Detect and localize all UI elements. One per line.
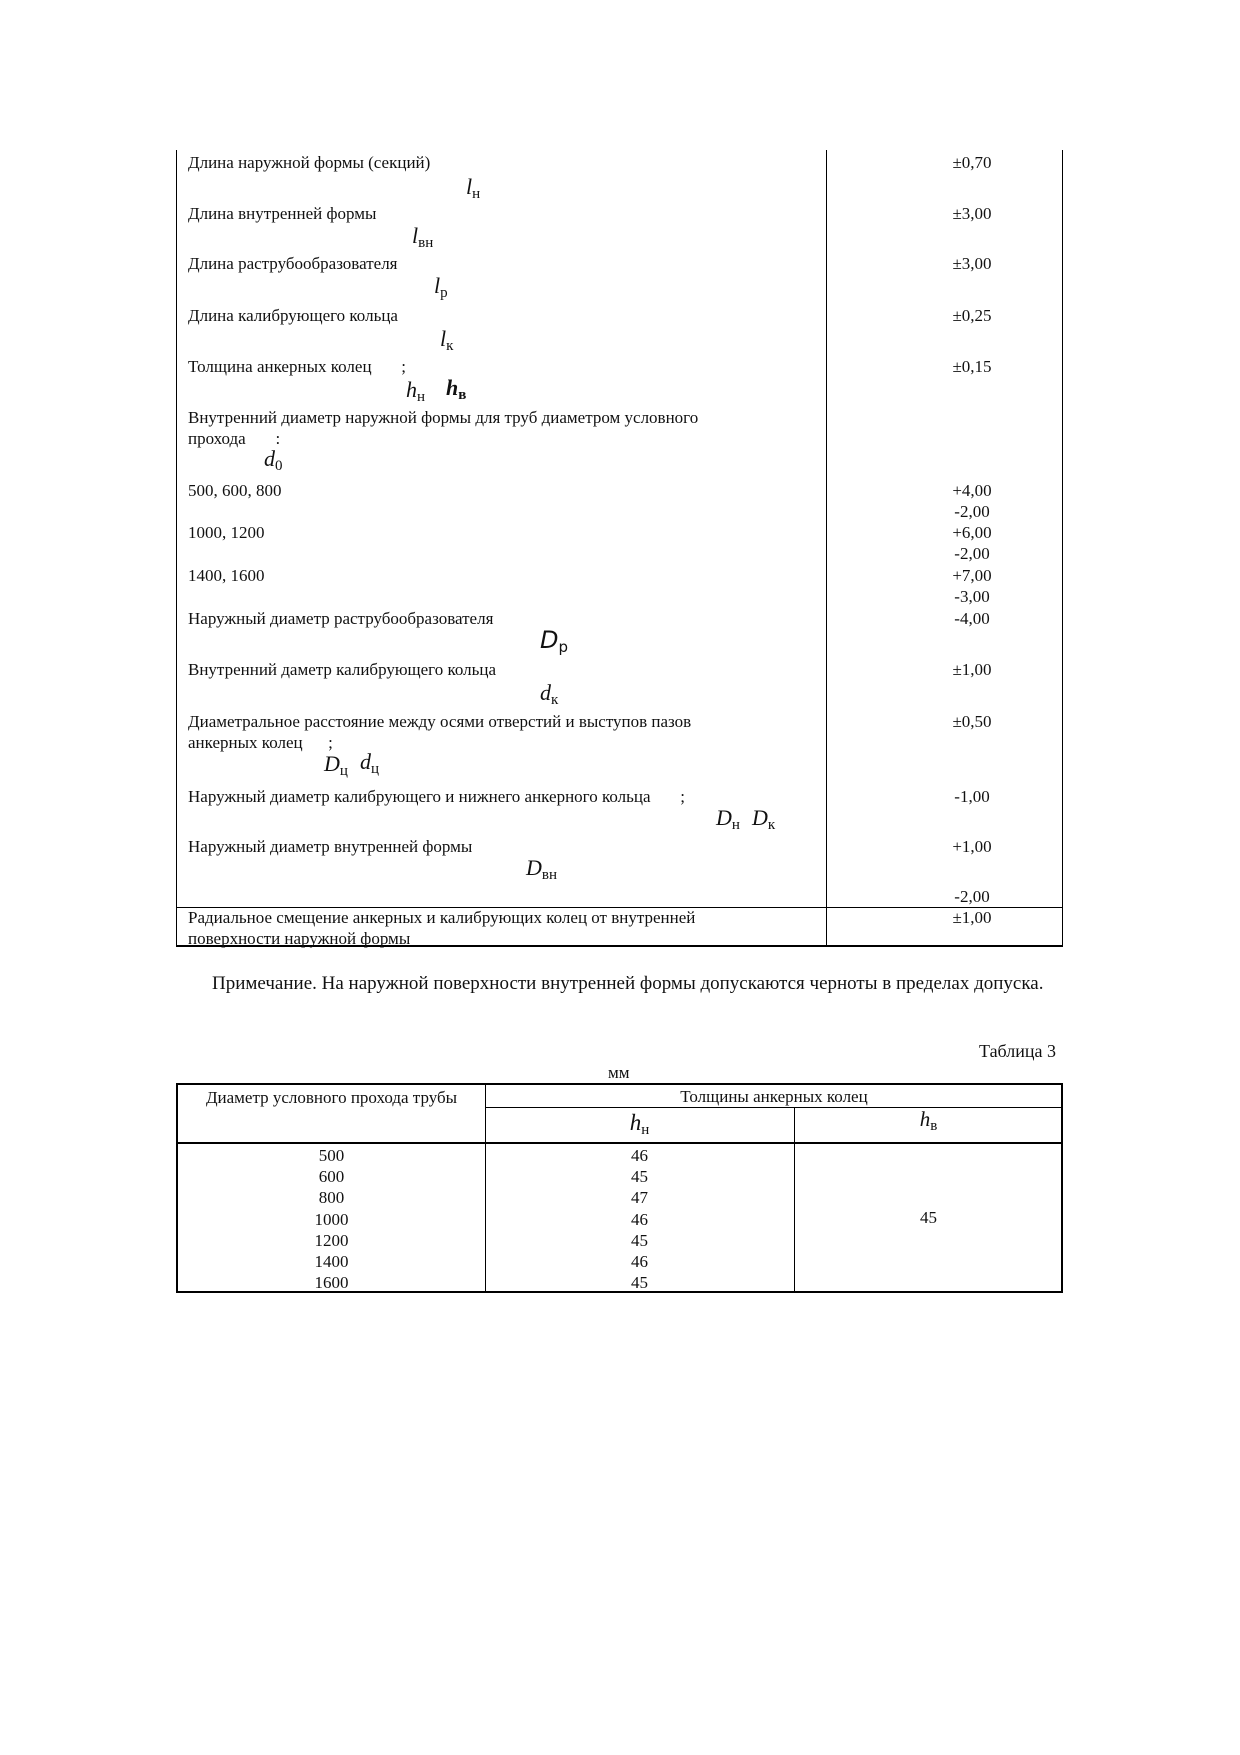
table-left-border <box>176 150 177 947</box>
symbol-d-k: $d_к$ <box>540 680 559 708</box>
row-label: Наружный диаметр раструбообразователя <box>188 609 494 628</box>
row-value: -4,00 <box>954 609 990 628</box>
row-label: Толщина анкерных колец ; <box>188 357 407 376</box>
row-label: 500, 600, 800 <box>188 481 282 500</box>
symbol-d-ts: $d_ц$ <box>360 749 380 777</box>
diameter-column: 500 600 800 1000 1200 1400 1600 <box>314 1146 349 1293</box>
row-label: Наружный диаметр калибрующего и нижнего анкерного кольца ; <box>188 787 685 806</box>
row-value-lower: -3,00 <box>954 587 990 606</box>
symbol-D-ts: $D_ц$ <box>324 751 348 779</box>
row-value: ±3,00 <box>952 254 992 273</box>
table-right-border <box>1062 150 1063 947</box>
symbol-D-k: $D_к$ <box>752 805 776 833</box>
table-caption: Таблица 3 <box>979 1041 1056 1061</box>
row-label-line1: Диаметральное расстояние между осями отверстий и выступов пазов <box>188 712 692 731</box>
symbol-l-n: $l_н$ <box>466 174 481 202</box>
units-label: мм <box>608 1063 630 1082</box>
header-diameter: Диаметр условного прохода трубы <box>205 1088 458 1107</box>
note-paragraph: Примечание. На наружной поверхности внутренней формы допускаются черноты в пределах допуска. <box>212 973 1044 994</box>
row-value: -1,00 <box>954 787 990 806</box>
hv-value: 45 <box>920 1208 937 1227</box>
anchor-ring-thickness-table <box>176 1083 1063 1293</box>
row-value-upper: +4,00 <box>952 481 992 500</box>
symbol-D-r: $D_р$ <box>540 626 569 656</box>
table-column-divider <box>826 150 827 947</box>
symbol-l-r: $l_р$ <box>434 273 448 301</box>
row-value-upper: +6,00 <box>952 523 992 542</box>
row-value: ±0,25 <box>952 306 992 325</box>
symbol-d-0: $d_0$ <box>264 446 283 474</box>
row-value-lower: -2,00 <box>954 544 990 563</box>
row-value: ±0,15 <box>952 357 992 376</box>
row-label: 1000, 1200 <box>188 523 265 542</box>
header-thickness-group: Толщины анкерных колец <box>680 1087 868 1106</box>
row-value: ±0,70 <box>952 153 992 172</box>
row-value: ±0,50 <box>952 712 992 731</box>
row-value-upper: +1,00 <box>952 837 992 856</box>
tolerance-table <box>176 150 1063 947</box>
symbol-l-vn: $l_{вн}$ <box>412 223 434 251</box>
row-label: Длина раструбообразователя <box>188 254 398 273</box>
row-value-lower: -2,00 <box>954 502 990 521</box>
header-h-n: $h_н$ <box>629 1110 650 1138</box>
header-h-v: $h_в$ <box>919 1107 938 1134</box>
symbol-h-n: $h_н$ <box>406 377 426 405</box>
row-label: Внутренний даметр калибрующего кольца <box>188 660 497 679</box>
row-label: 1400, 1600 <box>188 566 265 585</box>
row-label: Длина наружной формы (секций) <box>188 153 431 172</box>
hn-column: 46 45 47 46 45 46 45 <box>631 1146 648 1293</box>
row-label: Длина внутренней формы <box>188 204 377 223</box>
row-label: Наружный диаметр внутренней формы <box>188 837 473 856</box>
row-value: ±1,00 <box>952 908 992 927</box>
row-label-line2: прохода : <box>188 429 281 448</box>
row-label-line2: поверхности наружной формы <box>188 929 411 948</box>
row-label-line1: Внутренний диаметр наружной формы для труб диаметром условного <box>188 408 699 427</box>
row-value-upper: +7,00 <box>952 566 992 585</box>
symbol-h-v: $h_в$ <box>446 375 467 403</box>
row-value: ±1,00 <box>952 660 992 679</box>
row-label: Длина калибрующего кольца <box>188 306 398 325</box>
row-label-line1: Радиальное смещение анкерных и калибрующих колец от внутренней <box>188 908 696 927</box>
header-bottom-border <box>178 1142 1063 1144</box>
row-value-lower: -2,00 <box>954 887 990 906</box>
symbol-D-n: $D_н$ <box>716 805 740 833</box>
symbol-l-k: $l_к$ <box>440 326 454 354</box>
row-value: ±3,00 <box>952 204 992 223</box>
symbol-D-vn: $D_{вн}$ <box>526 855 558 883</box>
row-label-line2: анкерных колец ; <box>188 733 333 752</box>
